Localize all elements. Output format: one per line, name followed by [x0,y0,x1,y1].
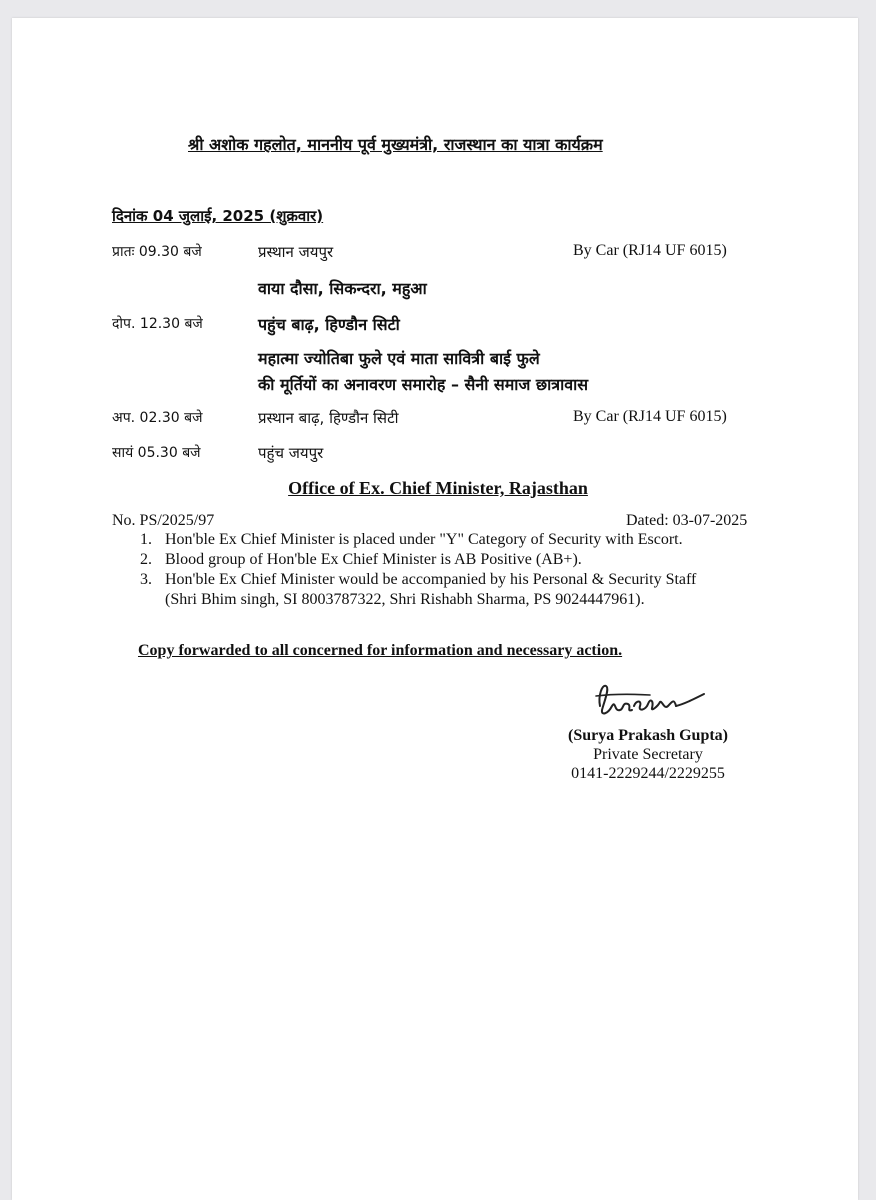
note-item [140,551,582,569]
schedule-time: प्रातः 09.30 बजे [112,244,202,260]
note-text: Hon'ble Ex Chief Minister would be accompanied by his Personal & Security Staff [165,571,697,588]
schedule-activity: प्रस्थान जयपुर [258,243,334,261]
schedule-time: सायं 05.30 बजे [112,445,201,461]
note-item [140,531,683,549]
schedule-activity: पहुंच जयपुर [258,444,324,462]
schedule-time: अप. 02.30 बजे [112,410,203,426]
note-text-continued: (Shri Bhim singh, SI 8003787322, Shri Rishabh Sharma, PS 9024447961). [165,591,645,608]
reference-number: No. PS/2025/97 [112,512,215,529]
schedule-route: वाया दौसा, सिकन्दरा, महुआ [258,279,427,298]
note-number: 2. [140,551,152,568]
office-heading: Office of Ex. Chief Minister, Rajasthan [288,478,588,498]
note-number: 3. [140,571,152,588]
event-description-line2: की मूर्तियों का अनावरण समारोह – सैनी समाज छात्रावास [258,375,589,394]
schedule-activity: प्रस्थान बाढ़, हिण्डौन सिटी [258,409,399,427]
note-text: Blood group of Hon'ble Ex Chief Minister is AB Positive (AB+). [165,551,582,568]
copy-forwarded-note: Copy forwarded to all concerned for information and necessary action. [138,642,623,659]
note-item [140,571,696,589]
schedule-transport: By Car (RJ14 UF 6015) [573,242,727,259]
schedule-transport: By Car (RJ14 UF 6015) [573,408,727,425]
signature-block [556,726,740,783]
itinerary-title: श्री अशोक गहलोत, माननीय पूर्व मुख्यमंत्री, राजस्थान का यात्रा कार्यक्रम [188,135,603,154]
date-heading: दिनांक 04 जुलाई, 2025 (शुक्रवार) [112,207,324,225]
dated: Dated: 03-07-2025 [626,512,748,529]
event-description-line1: महात्मा ज्योतिबा फुले एवं माता सावित्री बाई फुले [258,349,540,368]
schedule-activity: पहुंच बाढ़, हिण्डौन सिटी [258,315,400,334]
handwritten-signature [592,676,712,724]
schedule-time: दोप. 12.30 बजे [112,316,203,332]
signatory-phone: 0141-2229244/2229255 [571,765,725,782]
signatory-designation: Private Secretary [593,746,703,763]
document-page [12,18,858,1200]
signatory-name: (Surya Prakash Gupta) [567,727,729,744]
note-text: Hon'ble Ex Chief Minister is placed under "Y" Category of Security with Escort. [165,531,683,548]
note-number: 1. [140,531,152,548]
